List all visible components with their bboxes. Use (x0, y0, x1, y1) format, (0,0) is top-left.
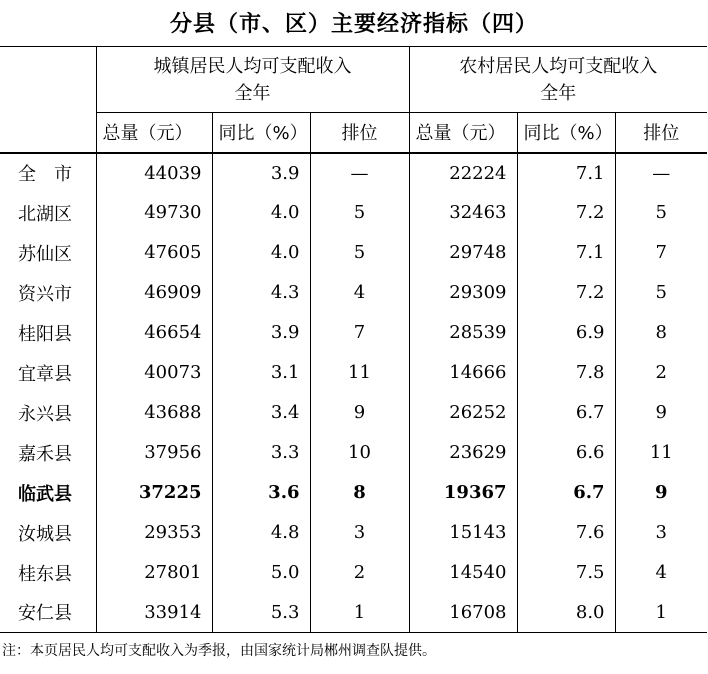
cell-urban-total: 46654 (96, 313, 212, 353)
region-name: 安仁县 (0, 593, 96, 633)
cell-rural-rank: 9 (615, 473, 707, 513)
cell-urban-yoy: 3.9 (212, 153, 310, 193)
cell-urban-rank: 9 (310, 393, 409, 433)
cell-urban-rank: 1 (310, 593, 409, 633)
cell-urban-total: 49730 (96, 193, 212, 233)
table-row (0, 593, 707, 633)
cell-urban-total: 37956 (96, 433, 212, 473)
cell-rural-rank: 7 (615, 233, 707, 273)
cell-rural-total: 28539 (409, 313, 517, 353)
cell-urban-yoy: 3.6 (212, 473, 310, 513)
cell-rural-rank: — (615, 153, 707, 193)
region-name: 资兴市 (18, 283, 72, 305)
table-row (0, 313, 707, 353)
header-corner (0, 47, 96, 153)
col-header-urban-yoy: 同比（%） (212, 113, 310, 153)
group-header-urban-line2: 全年 (234, 82, 271, 104)
table-row (0, 153, 707, 193)
table-row (0, 553, 707, 593)
cell-urban-yoy: 4.8 (212, 513, 310, 553)
cell-rural-rank: 8 (615, 313, 707, 353)
cell-rural-total: 14540 (409, 553, 517, 593)
table-row (0, 393, 707, 433)
cell-rural-total: 22224 (409, 153, 517, 193)
cell-rural-total: 29748 (409, 233, 517, 273)
cell-urban-rank: — (310, 153, 409, 193)
cell-urban-total: 33914 (96, 593, 212, 633)
cell-rural-rank: 3 (615, 513, 707, 553)
cell-rural-yoy: 6.6 (517, 433, 615, 473)
cell-urban-total: 40073 (96, 353, 212, 393)
indicator-table (0, 46, 707, 633)
table-row (0, 513, 707, 553)
group-header-rural (409, 47, 707, 113)
cell-rural-total: 23629 (409, 433, 517, 473)
cell-urban-total: 47605 (96, 233, 212, 273)
region-name: 北湖区 (18, 203, 72, 225)
group-header-urban (96, 47, 409, 113)
cell-rural-yoy: 6.7 (517, 393, 615, 433)
cell-urban-yoy: 5.3 (212, 593, 310, 633)
region-name: 桂东县 (18, 563, 72, 585)
cell-rural-total: 26252 (409, 393, 517, 433)
cell-rural-yoy: 7.8 (517, 353, 615, 393)
cell-urban-total: 44039 (96, 153, 212, 193)
cell-urban-yoy: 4.0 (212, 193, 310, 233)
cell-urban-yoy: 5.0 (212, 553, 310, 593)
cell-urban-yoy: 4.0 (212, 233, 310, 273)
cell-urban-rank: 11 (310, 353, 409, 393)
cell-urban-yoy: 3.3 (212, 433, 310, 473)
cell-urban-rank: 4 (310, 273, 409, 313)
cell-rural-total: 16708 (409, 593, 517, 633)
group-header-rural-line1: 农村居民人均可支配收入 (459, 55, 658, 77)
cell-rural-rank: 5 (615, 193, 707, 233)
cell-rural-yoy: 6.7 (517, 473, 615, 513)
cell-urban-total: 27801 (96, 553, 212, 593)
col-header-rural-total: 总量（元） (409, 113, 517, 153)
col-header-urban-rank: 排位 (310, 113, 409, 153)
region-name: 永兴县 (18, 403, 72, 425)
cell-rural-total: 29309 (409, 273, 517, 313)
cell-rural-yoy: 8.0 (517, 593, 615, 633)
cell-urban-total: 29353 (96, 513, 212, 553)
table-row (0, 193, 707, 233)
page-title: 分县（市、区）主要经济指标（四） (169, 12, 538, 37)
table-row (0, 473, 707, 513)
cell-rural-yoy: 7.6 (517, 513, 615, 553)
cell-urban-rank: 2 (310, 553, 409, 593)
cell-rural-rank: 2 (615, 353, 707, 393)
cell-rural-rank: 11 (615, 433, 707, 473)
cell-urban-rank: 3 (310, 513, 409, 553)
cell-urban-total: 43688 (96, 393, 212, 433)
cell-rural-rank: 5 (615, 273, 707, 313)
cell-rural-total: 14666 (409, 353, 517, 393)
cell-urban-yoy: 3.1 (212, 353, 310, 393)
cell-rural-yoy: 7.1 (517, 153, 615, 193)
cell-urban-yoy: 4.3 (212, 273, 310, 313)
cell-urban-rank: 5 (310, 233, 409, 273)
cell-urban-rank: 5 (310, 193, 409, 233)
col-header-rural-rank: 排位 (615, 113, 707, 153)
table-row (0, 273, 707, 313)
cell-rural-yoy: 7.5 (517, 553, 615, 593)
col-header-rural-yoy: 同比（%） (517, 113, 615, 153)
col-header-urban-total: 总量（元） (96, 113, 212, 153)
cell-urban-total: 37225 (96, 473, 212, 513)
region-name: 汝城县 (18, 523, 72, 545)
cell-rural-total: 15143 (409, 513, 517, 553)
table-row (0, 353, 707, 393)
cell-rural-rank: 1 (615, 593, 707, 633)
group-header-rural-line2: 全年 (540, 82, 577, 104)
group-header-urban-line1: 城镇居民人均可支配收入 (153, 55, 352, 77)
region-name: 嘉禾县 (18, 443, 72, 465)
cell-rural-yoy: 7.2 (517, 193, 615, 233)
region-name: 全 市 (0, 153, 96, 193)
cell-urban-rank: 10 (310, 433, 409, 473)
cell-rural-total: 32463 (409, 193, 517, 233)
cell-urban-yoy: 3.4 (212, 393, 310, 433)
cell-urban-rank: 7 (310, 313, 409, 353)
cell-rural-yoy: 6.9 (517, 313, 615, 353)
footnote: 注：本页居民人均可支配收入为季报，由国家统计局郴州调查队提供。 (2, 643, 436, 659)
table-row (0, 233, 707, 273)
cell-rural-total: 19367 (409, 473, 517, 513)
cell-rural-yoy: 7.2 (517, 273, 615, 313)
cell-urban-rank: 8 (310, 473, 409, 513)
cell-rural-rank: 4 (615, 553, 707, 593)
cell-urban-yoy: 3.9 (212, 313, 310, 353)
region-name: 宜章县 (18, 363, 72, 385)
region-name: 苏仙区 (18, 243, 72, 265)
table-row (0, 433, 707, 473)
cell-rural-rank: 9 (615, 393, 707, 433)
cell-rural-yoy: 7.1 (517, 233, 615, 273)
cell-urban-total: 46909 (96, 273, 212, 313)
region-name: 桂阳县 (18, 323, 72, 345)
region-name: 临武县 (18, 483, 72, 505)
